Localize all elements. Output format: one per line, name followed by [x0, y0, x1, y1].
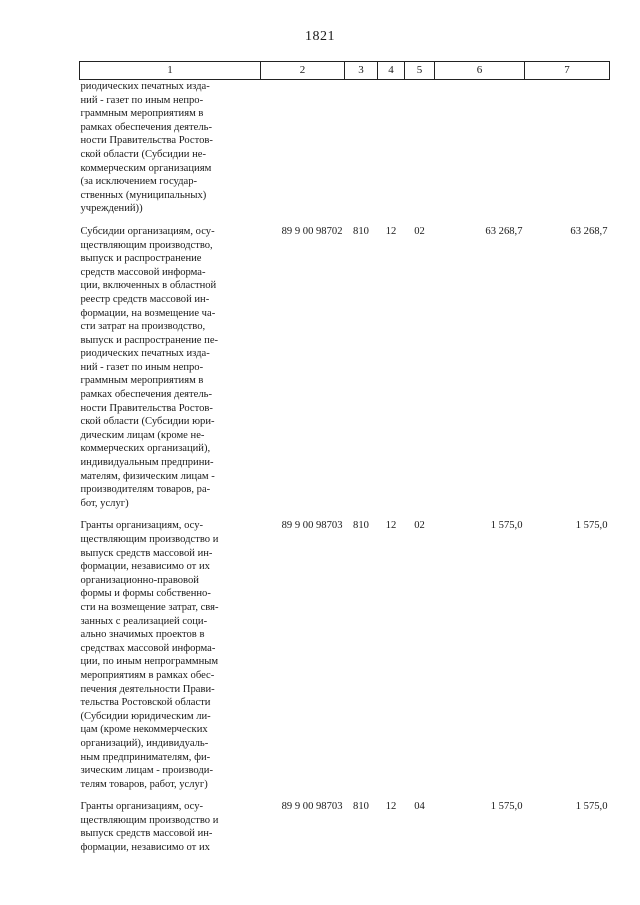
col-header-4: 4 [378, 62, 405, 80]
row-col5: 02 [414, 225, 425, 237]
row-col4: 12 [385, 225, 397, 237]
col-header-2: 2 [261, 62, 345, 80]
row-col4: 12 [385, 520, 397, 532]
row-col6: 1 575,0 [490, 801, 523, 813]
row-col5 [405, 80, 435, 220]
row-col3: 810 [353, 520, 369, 532]
row-col3: 810 [353, 801, 369, 813]
row-code: 89 9 00 98703 [281, 801, 343, 813]
table-row [80, 514, 610, 795]
col-header-6: 6 [435, 62, 525, 80]
table-body [80, 80, 610, 859]
page-number: 1821 [305, 29, 335, 44]
row-description: Субсидии организациям, осу- ществляющим производство, выпуск и распространение средств массовой информа- ции, включенных в областной реестр средств массовой ин- формации, на возмещение ча- сти затрат на производство, выпуск и распространение пе- риодических печатных изда- ний - газет по иным непро- граммным мероприятиям в рамках обеспечения деятель- ности Правительства Ростов- ской области (Субсидии юри- дическим лицам (кроме не- коммерческих организаций), индивидуальным предприни- мателям, физическим лицам - производителям товаров, ра- бот, услуг) [80, 225, 219, 509]
row-col3: 810 [353, 225, 369, 237]
col-header-3: 3 [345, 62, 378, 80]
row-col6: 1 575,0 [490, 520, 523, 532]
row-code [261, 80, 345, 220]
row-col4 [378, 80, 405, 220]
budget-table [79, 61, 610, 859]
row-code: 89 9 00 98703 [281, 520, 343, 532]
row-col5: 04 [414, 801, 425, 813]
table-row [80, 220, 610, 514]
table-row [80, 795, 610, 858]
row-code: 89 9 00 98702 [281, 225, 343, 237]
col-header-5: 5 [405, 62, 435, 80]
row-col3 [345, 80, 378, 220]
col-header-7: 7 [525, 62, 610, 80]
row-col5: 02 [414, 520, 425, 532]
row-col6 [435, 80, 525, 220]
table-row [80, 80, 610, 220]
row-description: Гранты организациям, осу- ществляющим производство и выпуск средств массовой ин- формации, независимо от их организационно-правовой формы и формы собственно- сти на возмещение затрат, свя- занных с реализацией соци- ально значимых проектов в средствах массовой информа- ции, по иным непрограммным мероприятиям в рамках обес- печения деятельности Прави- тельства Ростовской области (Субсидии юридическим ли- цам (кроме некоммерческих организаций), индивидуаль- ным предпринимателям, фи- зическим лицам - производи- телям товаров, работ, услуг) [80, 520, 219, 790]
header-row [80, 62, 610, 80]
row-col7 [525, 80, 610, 220]
col-header-1: 1 [80, 62, 261, 80]
row-col7: 63 268,7 [570, 225, 608, 237]
row-col7: 1 575,0 [575, 801, 608, 813]
row-col7: 1 575,0 [575, 520, 608, 532]
row-description: Гранты организациям, осу- ществляющим производство и выпуск средств массовой ин- формации, независимо от их [80, 801, 219, 854]
row-col4: 12 [385, 801, 397, 813]
row-description: риодических печатных изда- ний - газет по иным непро- граммным мероприятиям в рамках обеспечения деятель- ности Правительства Ростов- ской области (Субсидии не- коммерческим организациям (за исключением государ- ственных (муниципальных) учреждений)) [80, 81, 213, 215]
row-col6: 63 268,7 [485, 225, 523, 237]
